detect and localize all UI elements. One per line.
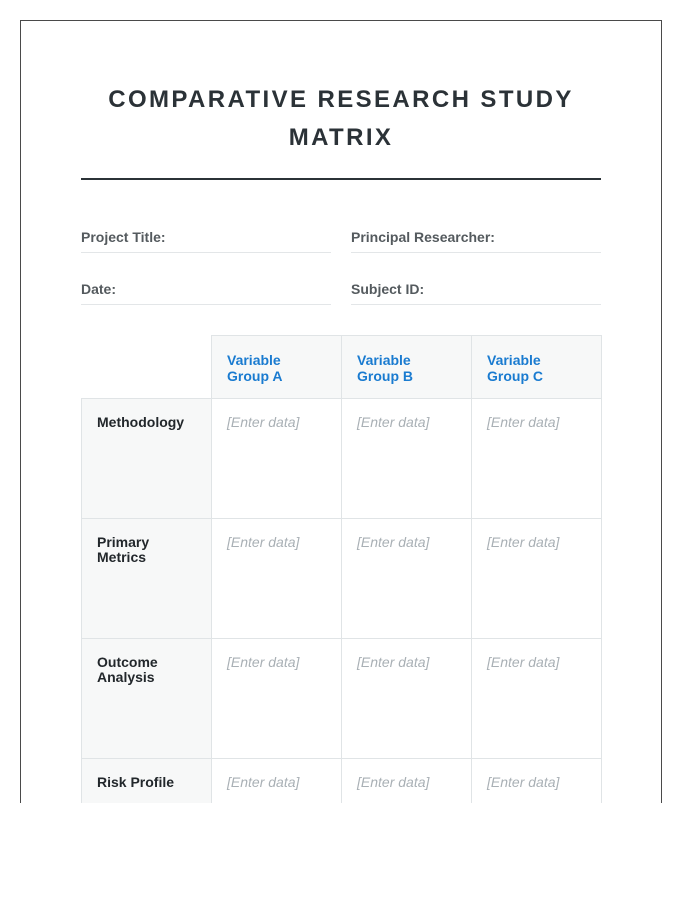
subject-id-label: Subject ID: [351, 281, 425, 297]
data-cell[interactable]: [Enter data] [212, 519, 342, 639]
matrix-row-outcome-analysis [82, 639, 602, 759]
project-title-label: Project Title: [81, 229, 166, 245]
row-header-methodology: Methodology [82, 399, 212, 519]
data-cell[interactable]: [Enter data] [472, 639, 602, 759]
column-header-group-a: Variable Group A [212, 336, 342, 399]
page-title: COMPARATIVE RESEARCH STUDY MATRIX [108, 86, 574, 151]
title-divider [81, 178, 601, 180]
data-cell[interactable]: [Enter data] [342, 759, 472, 804]
data-cell[interactable]: [Enter data] [342, 399, 472, 519]
data-cell[interactable]: [Enter data] [212, 399, 342, 519]
data-cell[interactable]: [Enter data] [342, 639, 472, 759]
column-header-group-c: Variable Group C [472, 336, 602, 399]
project-title-field[interactable] [81, 221, 331, 253]
matrix-row-risk-profile [82, 759, 602, 804]
row-header-risk-profile: Risk Profile [82, 759, 212, 804]
data-cell[interactable]: [Enter data] [472, 759, 602, 804]
matrix-header-row [82, 336, 602, 399]
matrix-row-methodology [82, 399, 602, 519]
document-page [20, 20, 662, 803]
column-header-group-b: Variable Group B [342, 336, 472, 399]
date-field[interactable] [81, 273, 331, 305]
principal-researcher-label: Principal Researcher: [351, 229, 495, 245]
data-cell[interactable]: [Enter data] [472, 519, 602, 639]
matrix-corner-cell [82, 336, 212, 399]
principal-researcher-field[interactable] [351, 221, 601, 253]
subject-id-field[interactable] [351, 273, 601, 305]
data-cell[interactable]: [Enter data] [342, 519, 472, 639]
comparison-matrix [81, 335, 602, 803]
row-header-outcome-analysis: Outcome Analysis [82, 639, 212, 759]
row-header-primary-metrics: Primary Metrics [82, 519, 212, 639]
data-cell[interactable]: [Enter data] [472, 399, 602, 519]
matrix-row-primary-metrics [82, 519, 602, 639]
date-label: Date: [81, 281, 117, 297]
data-cell[interactable]: [Enter data] [212, 759, 342, 804]
data-cell[interactable]: [Enter data] [212, 639, 342, 759]
